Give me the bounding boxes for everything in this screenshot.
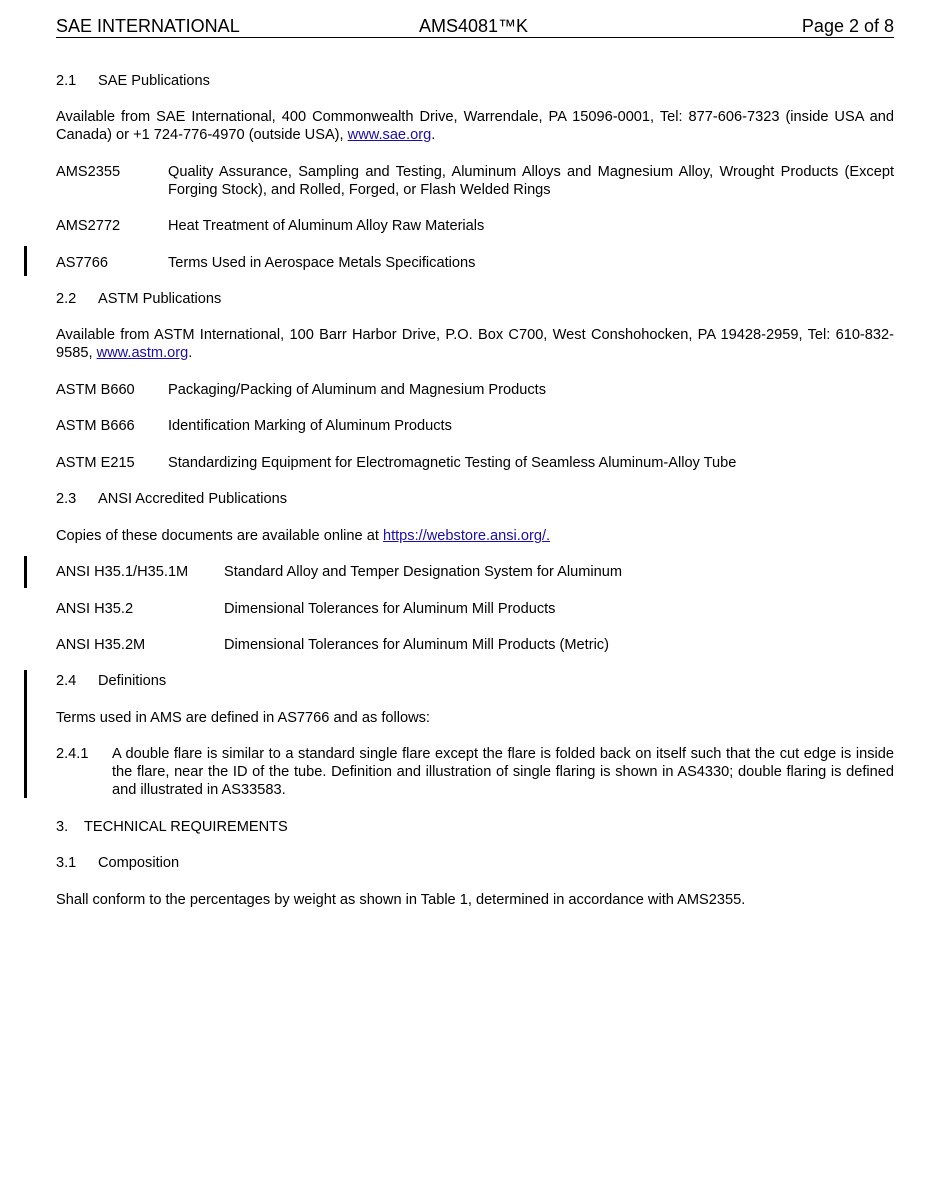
reference-code: AMS2772 [56, 218, 121, 234]
reference-title: Terms Used in Aerospace Metals Specifications [168, 255, 476, 271]
section-number: 2.4 [56, 673, 77, 689]
header-doc-number: AMS4081™K [419, 16, 529, 36]
intro-text: Available from SAE International, 400 Commonwealth Drive, Warrendale, PA 15096-0001, Tel: 877-606-7323 (inside USA and Canada) or +1 724-776-4970 (outside USA), [56, 109, 894, 143]
reference-title: Dimensional Tolerances for Aluminum Mill Products [224, 601, 556, 617]
section-heading [56, 672, 894, 690]
section-heading [56, 818, 894, 836]
reference-item [56, 217, 894, 235]
definition-text: A double flare is similar to a standard single flare except the flare is folded back on itself such that the cut edge is inside the flare, near the ID of the tube. Definition and illustration of single flaring is shown in AS4330; double flaring is defined and illustrated in AS33583. [112, 746, 894, 798]
reference-item [56, 254, 894, 272]
reference-item [56, 454, 894, 472]
reference-item [56, 636, 894, 654]
reference-item [56, 381, 894, 399]
section-heading [56, 72, 894, 90]
section-intro [56, 326, 894, 362]
section-title: Composition [98, 855, 180, 871]
section-intro: Terms used in AMS are defined in AS7766 and as follows: [56, 710, 430, 726]
revision-bar [24, 670, 27, 798]
section-number: 3. [56, 819, 69, 835]
ansi-link[interactable]: https://webstore.ansi.org/. [382, 528, 551, 544]
reference-code: ASTM E215 [56, 455, 135, 471]
reference-item [56, 163, 894, 199]
reference-title: Dimensional Tolerances for Aluminum Mill Products (Metric) [224, 637, 609, 653]
section-number: 2.1 [56, 73, 77, 89]
reference-code: ANSI H35.1/H35.1M [56, 564, 189, 580]
reference-title: Packaging/Packing of Aluminum and Magnesium Products [168, 382, 547, 398]
reference-code: ASTM B660 [56, 382, 135, 398]
reference-item [56, 600, 894, 618]
intro-text: Available from ASTM International, 100 Barr Harbor Drive, P.O. Box C700, West Conshohocken, PA 19428-2959, Tel: 610-832-9585, [56, 327, 894, 361]
reference-title: Quality Assurance, Sampling and Testing, Aluminum Alloys and Magnesium Alloy, Wrought Products (Except Forging Stock), and Rolled, Forged, or Flash Welded Rings [168, 164, 894, 198]
intro-end: . [431, 127, 436, 143]
section-title: ASTM Publications [98, 291, 222, 307]
page-header [56, 16, 894, 38]
revision-bar [24, 556, 27, 588]
revision-bar [24, 246, 27, 276]
reference-title: Standardizing Equipment for Electromagnetic Testing of Seamless Aluminum-Alloy Tube [168, 455, 737, 471]
astm-link[interactable]: www.astm.org [96, 345, 189, 361]
definition-item [56, 745, 894, 799]
intro-text: Copies of these documents are available online at [56, 528, 383, 544]
reference-title: Standard Alloy and Temper Designation System for Aluminum [224, 564, 623, 580]
intro-end: . [188, 345, 193, 361]
reference-title: Identification Marking of Aluminum Products [168, 418, 452, 434]
section-number: 3.1 [56, 855, 77, 871]
section-intro [56, 527, 894, 545]
section-title: SAE Publications [98, 73, 210, 89]
reference-code: ASTM B666 [56, 418, 135, 434]
subsection-number: 2.4.1 [56, 746, 89, 762]
sae-link[interactable]: www.sae.org [347, 127, 432, 143]
reference-item [56, 417, 894, 435]
section-intro [56, 108, 894, 144]
reference-code: ANSI H35.2 [56, 601, 134, 617]
header-page-number: Page 2 of 8 [801, 16, 894, 36]
header-publisher: SAE INTERNATIONAL [56, 16, 240, 36]
section-title: ANSI Accredited Publications [98, 491, 288, 507]
section-heading [56, 290, 894, 308]
reference-code: AS7766 [56, 255, 108, 271]
section-number: 2.2 [56, 291, 77, 307]
reference-title: Heat Treatment of Aluminum Alloy Raw Materials [168, 218, 485, 234]
reference-code: AMS2355 [56, 164, 121, 180]
reference-item [56, 563, 894, 581]
section-heading [56, 854, 894, 872]
reference-code: ANSI H35.2M [56, 637, 146, 653]
section-title: TECHNICAL REQUIREMENTS [84, 819, 288, 835]
section-title: Definitions [98, 673, 167, 689]
section-text: Shall conform to the percentages by weight as shown in Table 1, determined in accordance with AMS2355. [56, 892, 746, 908]
section-heading [56, 490, 894, 508]
section-number: 2.3 [56, 491, 77, 507]
